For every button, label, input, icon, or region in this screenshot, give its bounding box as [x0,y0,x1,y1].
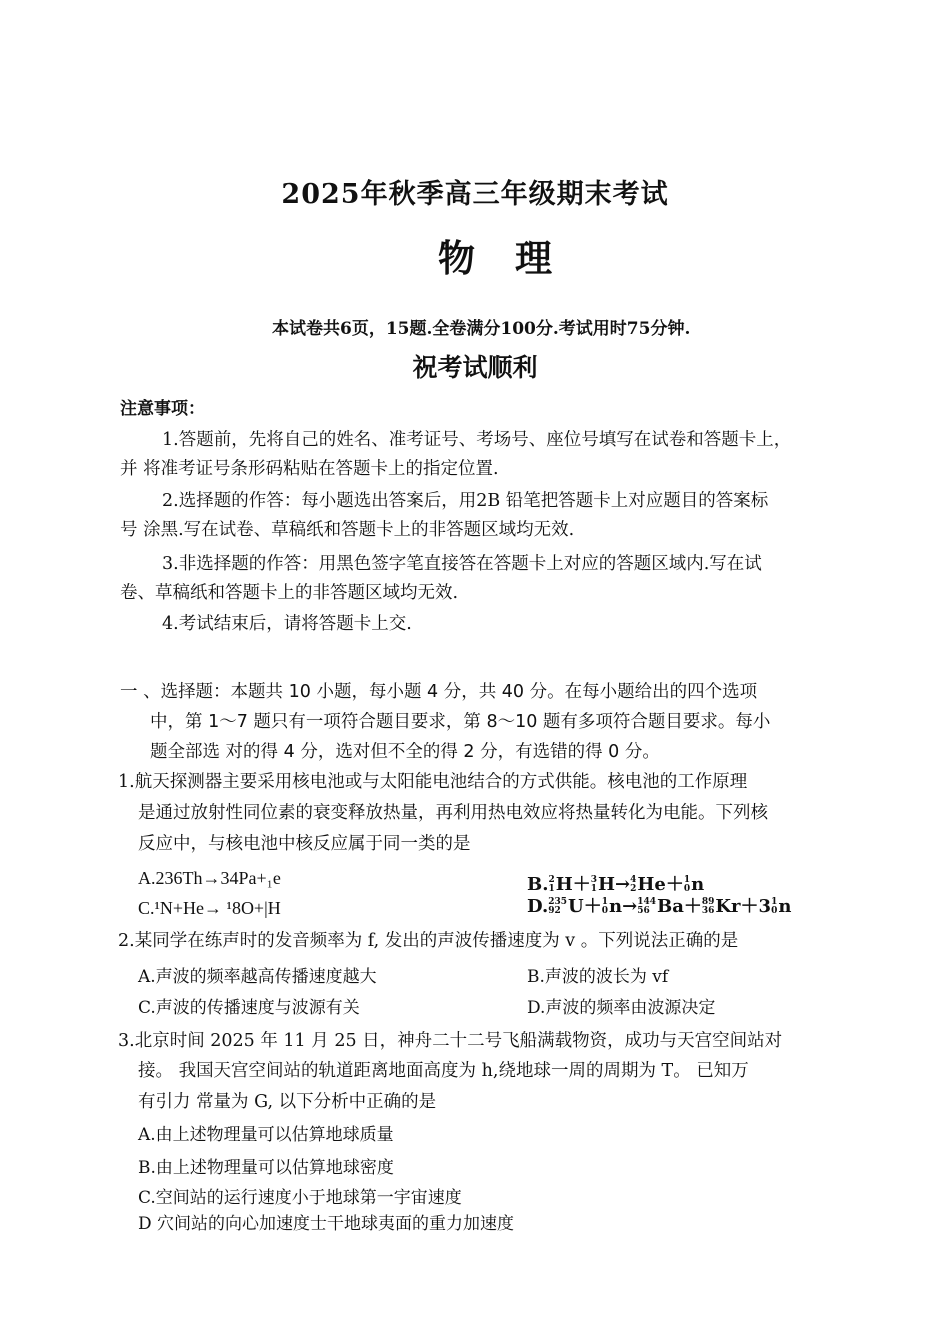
nuclide-n1: 1 0 [771,897,778,916]
nuclide-n1-symbol: n [609,896,623,917]
q2-option-b: B.声波的波长为 vf [527,967,669,987]
exam-wish: 祝考试顺利 [412,353,538,382]
q3-stem-line-1: 3.北京时间 2025 年 11 月 25 日，神舟二十二号飞船满载物资，成功与天宫空间站对 [118,1031,783,1051]
nuclide-ba144-symbol: Ba [656,896,684,917]
q3-option-a: A.由上述物理量可以估算地球质量 [138,1125,394,1145]
nuclide-h3-symbol: H [598,874,616,895]
nuclide-n1: 1 0 [683,875,691,894]
note-2-line-2: 号 涂黑.写在试卷、草稿纸和答题卡上的非答题区域均无效. [120,520,575,540]
note-1-line-2: 并 将准考证号条形码粘贴在答题卡上的指定位置. [120,459,499,479]
nuclide-he4: 4 2 [630,875,637,894]
q3-stem-line-2: 接。 我国天宫空间站的轨道距离地面高度为 h,绕地球一周的周期为 T。 已知万 [138,1061,749,1081]
nuclide-n1-symbol: n [778,896,792,917]
nuclide-ba144: 144 56 [637,897,656,916]
nuclide-u235-symbol: U [568,896,584,917]
plus-sign: ＋ [572,874,591,895]
nuclide-n1-symbol: n [691,874,705,895]
nuclide-kr89-symbol: Kr [715,896,741,917]
section-1-intro-line-1: 一 、选择题：本题共 10 小题，每小题 4 分，共 40 分。在每小题给出的四个选项 [120,682,758,702]
note-3-line-2: 卷、草稿纸和答题卡上的非答题区域均无效. [120,583,459,603]
reaction-arrow: → [615,874,631,895]
option-d-prefix: D. [527,896,549,917]
plus-sign: ＋ [683,896,702,917]
reaction-arrow: → [622,896,638,917]
nuclide-he4-symbol: He [637,874,666,895]
section-1-intro-line-3: 题全部选 对的得 4 分，选对但不全的得 2 分，有选错的得 0 分。 [150,742,660,762]
plus-three: ＋3 [740,896,772,917]
note-3-line-1: 3.非选择题的作答：用黑色签字笔直接答在答题卡上对应的答题区域内.写在试 [162,554,762,574]
nuclide-h3: 3 1 [590,875,598,894]
q1-stem-line-2: 是通过放射性同位素的衰变释放热量，再利用热电效应将热量转化为电能。下列核 [138,803,768,823]
plus-sign: ＋ [665,874,684,895]
q3-stem-line-3: 有引力 常量为 G, 以下分析中正确的是 [138,1092,437,1112]
note-1-line-1: 1.答题前，先将自己的姓名、准考证号、考场号、座位号填写在试卷和答题卡上， [162,430,792,450]
q2-stem: 2.某同学在练声时的发音频率为 f, 发出的声波传播速度为 v 。下列说法正确的是 [118,931,739,951]
nuclide-h2-symbol: H [555,874,573,895]
q1-option-a: A.236Th→34Pa+₁e [138,868,281,888]
q3-option-b: B.由上述物理量可以估算地球密度 [138,1158,394,1178]
q2-option-a: A.声波的频率越高传播速度越大 [138,967,377,987]
q2-option-d: D.声波的频率由波源决定 [527,998,716,1018]
nuclide-h2: 2 1 [548,875,555,894]
q3-option-d: D 穴间站的向心加速度士干地球夷面的重力加速度 [138,1214,515,1234]
plus-sign: ＋ [583,896,602,917]
section-1-intro-line-2: 中，第 1～7 题只有一项符合题目要求，第 8～10 题有多项符合题目要求。每小 [150,712,771,732]
exam-info: 本试卷共6页，15题.全卷满分100分.考试用时75分钟. [272,319,691,339]
note-4-line-1: 4.考试结束后，请将答题卡上交. [162,614,412,634]
q1-stem-line-3: 反应中，与核电池中核反应属于同一类的是 [138,834,471,854]
option-b-prefix: B. [527,874,549,895]
subject-title: 物理 [438,236,592,280]
nuclide-n1: 1 0 [601,897,608,916]
exam-title: 2025年秋季高三年级期末考试 [281,179,669,210]
note-2-line-1: 2.选择题的作答：每小题选出答案后，用2B 铅笔把答题卡上对应题目的答案标 [162,491,769,511]
notes-heading: 注意事项： [120,399,205,419]
q3-option-c: C.空间站的运行速度小于地球第一宇宙速度 [138,1188,462,1208]
q1-option-c: C.¹N+He→ ¹8O+|H [138,898,281,918]
q2-option-c: C.声波的传播速度与波源有关 [138,998,360,1018]
q1-option-d [527,892,791,918]
nuclide-kr89: 89 36 [701,897,715,916]
q1-stem-line-1: 1.航天探测器主要采用核电池或与太阳能电池结合的方式供能。核电池的工作原理 [118,772,748,792]
nuclide-u235: 235 92 [548,897,568,916]
